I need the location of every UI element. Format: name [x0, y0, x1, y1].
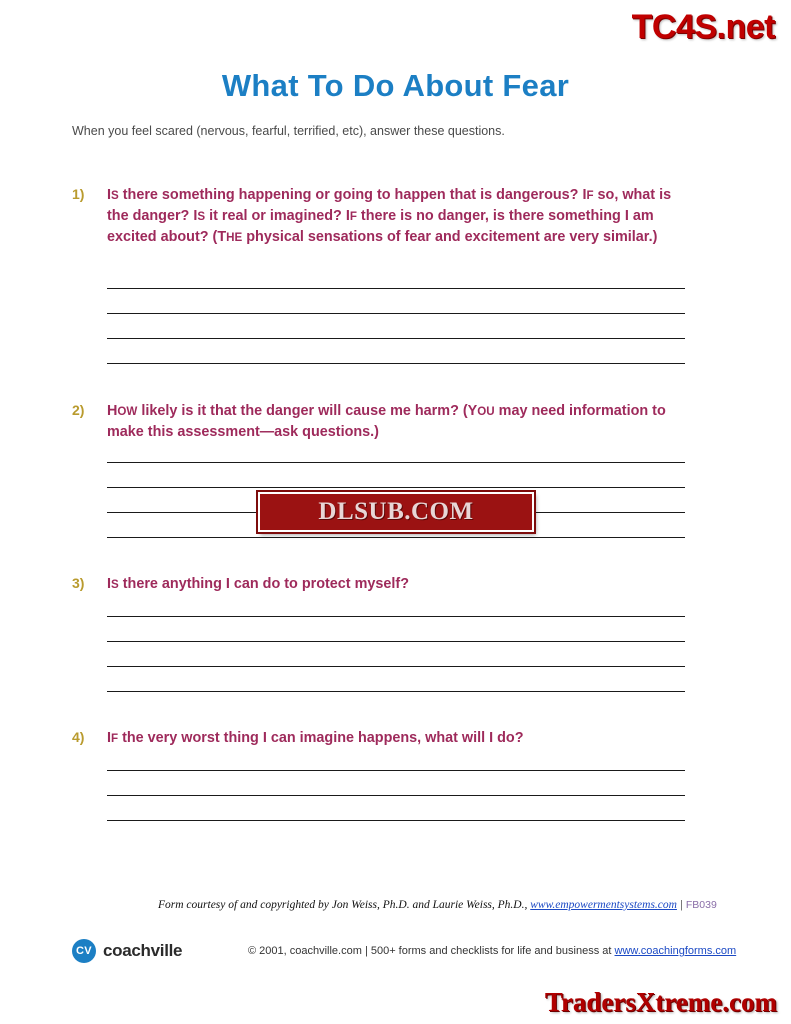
answer-lines-4[interactable]	[107, 770, 685, 845]
answer-line[interactable]	[107, 537, 685, 538]
question-text-2: HOW likely is it that the danger will cause me harm? (YOU may need information to make this assessment—ask questions.)	[107, 403, 666, 440]
answer-line[interactable]	[107, 795, 685, 796]
question-text-1: IS there something happening or going to happen that is dangerous? IF so, what is the danger? IS it real or imagined? IF there is no danger, is there something I am excited about? (THE physical sensations of fear and excitement are very similar.)	[107, 187, 672, 245]
courtesy-note	[158, 899, 717, 911]
tradersxtreme-watermark: TradersXtreme.com	[544, 987, 777, 1017]
empowermentsystems-link[interactable]: www.empowermentsystems.com	[530, 899, 677, 911]
question-number-4: 4)	[72, 729, 85, 745]
courtesy-separator: |	[676, 899, 686, 911]
dlsub-watermark-text: DLSUB.COM	[318, 498, 474, 525]
answer-line[interactable]	[107, 487, 685, 488]
page-title: What To Do About Fear	[221, 68, 570, 103]
answer-lines-3[interactable]	[107, 616, 685, 716]
answer-line[interactable]	[107, 820, 685, 821]
answer-line[interactable]	[107, 691, 685, 692]
question-text-4: IF the very worst thing I can imagine happens, what will I do?	[107, 730, 524, 746]
answer-lines-1[interactable]	[107, 288, 685, 388]
question-number-1: 1)	[72, 186, 85, 202]
tc4s-watermark: TC4S.net	[631, 8, 775, 46]
form-code: FB039	[685, 899, 717, 911]
footer-copyright	[248, 945, 736, 957]
answer-line[interactable]	[107, 770, 685, 771]
answer-line[interactable]	[107, 288, 685, 289]
question-number-2: 2)	[72, 402, 85, 418]
coachville-brand: coachville	[103, 941, 183, 960]
answer-line[interactable]	[107, 462, 685, 463]
answer-line[interactable]	[107, 338, 685, 339]
coachville-logo-icon: CV	[72, 939, 96, 963]
footer-copyright-prefix: © 2001, coachville.com | 500+ forms and checklists for life and business at	[248, 945, 615, 957]
dlsub-watermark	[258, 492, 534, 532]
answer-line[interactable]	[107, 616, 685, 617]
question-number-3: 3)	[72, 575, 85, 591]
courtesy-prefix: Form courtesy of and copyrighted by Jon Weiss, Ph.D. and Laurie Weiss, Ph.D.,	[158, 899, 531, 911]
answer-line[interactable]	[107, 666, 685, 667]
answer-line[interactable]	[107, 641, 685, 642]
question-text-3: IS there anything I can do to protect myself?	[107, 576, 409, 592]
answer-line[interactable]	[107, 313, 685, 314]
page-subtitle: When you feel scared (nervous, fearful, terrified, etc), answer these questions.	[72, 124, 505, 138]
answer-line[interactable]	[107, 363, 685, 364]
coachingforms-link[interactable]: www.coachingforms.com	[614, 945, 737, 957]
